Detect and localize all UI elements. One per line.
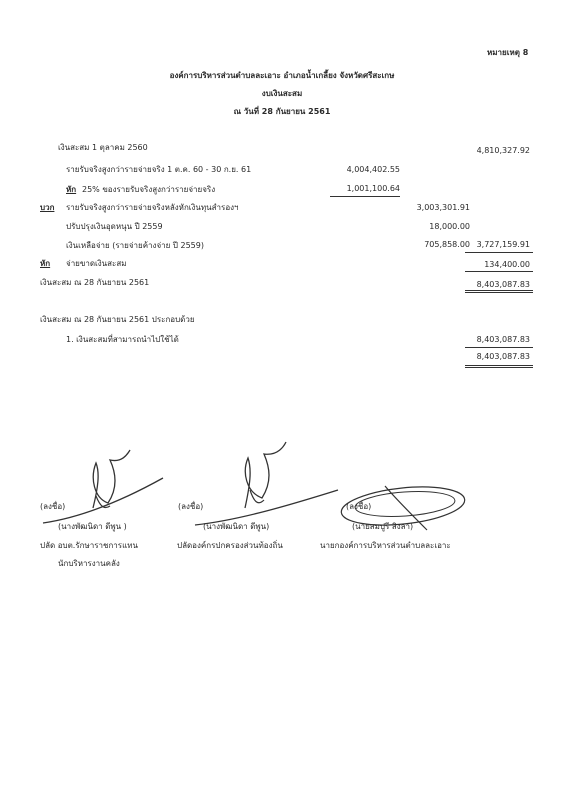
handwritten-signature-2 xyxy=(190,440,340,530)
value-reserve: 1,001,100.64 xyxy=(346,184,400,193)
row-label-surplus: รายรับจริงสูงกว่ารายจ่ายจริง 1 ต.ค. 60 - 30 ก.ย. 61 xyxy=(66,165,252,174)
row-label-subsidy: ปรับปรุงเงินอุดหนุน ปี 2559 xyxy=(66,222,163,231)
signer-name-2: (นางพัฒนิดา ดีพูน) xyxy=(203,522,270,531)
sign-label-1: (ลงชื่อ) xyxy=(40,502,66,511)
note-label: หมายเหตุ 8 xyxy=(487,48,529,57)
signer-name-3: (นายสมปูรี สิงลา) xyxy=(352,522,414,531)
signer-name-1: (นางพัฒนิดา ดีพูน ) xyxy=(58,522,127,531)
total-rule xyxy=(465,290,533,293)
value-leftover: 705,858.00 xyxy=(424,240,470,249)
row-label-leftover: เงินเหลือจ่าย (รายจ่ายค้างจ่าย ปี 2559) xyxy=(66,241,204,250)
value-net: 3,003,301.91 xyxy=(416,203,470,212)
statement-date: ณ วันที่ 28 กันยายน 2561 xyxy=(233,107,331,116)
row-tag-deduct-2: หัก xyxy=(40,259,51,268)
value-subsidy: 18,000.00 xyxy=(429,222,470,231)
row-tag-add: บวก xyxy=(40,203,55,212)
sign-label-2: (ลงชื่อ) xyxy=(178,502,204,511)
value-paid: 134,400.00 xyxy=(484,260,530,269)
signer-title-3: นายกองค์การบริหารส่วนตำบลละเอาะ xyxy=(320,541,451,550)
value-adjust-total: 3,727,159.91 xyxy=(476,240,530,249)
subtotal-rule-3 xyxy=(465,271,533,272)
composition-total-rule xyxy=(465,365,533,368)
value-surplus: 4,004,402.55 xyxy=(346,165,400,174)
sign-label-3: (ลงชื่อ) xyxy=(346,502,372,511)
subtotal-rule-1 xyxy=(330,196,400,197)
subtotal-rule-2 xyxy=(465,252,533,253)
row-label-paid: จ่ายขาดเงินสะสม xyxy=(66,259,127,268)
row-label-reserve: 25% ของรายรับจริงสูงกว่ารายจ่ายจริง xyxy=(82,185,216,194)
value-closing: 8,403,087.83 xyxy=(476,280,530,289)
signer-title-1b: นักบริหารงานคลัง xyxy=(58,559,120,568)
signer-title-2: ปลัดองค์กรปกครองส่วนท้องถิ่น xyxy=(177,541,283,550)
value-opening: 4,810,327.92 xyxy=(476,146,530,155)
composition-item: 1. เงินสะสมที่สามารถนำไปใช้ได้ xyxy=(66,335,179,344)
composition-item-value: 8,403,087.83 xyxy=(476,335,530,344)
composition-title: เงินสะสม ณ 28 กันยายน 2561 ประกอบด้วย xyxy=(40,315,195,324)
org-title: องค์การบริหารส่วนตำบลละเอาะ อำเภอน้ำเกลี้ยง จังหวัดศรีสะเกษ xyxy=(169,71,395,80)
row-label-opening: เงินสะสม 1 ตุลาคม 2560 xyxy=(58,143,148,152)
signer-title-1a: ปลัด อบต.รักษาราชการแทน xyxy=(40,541,138,550)
statement-title: งบเงินสะสม xyxy=(261,89,303,98)
row-tag-deduct: หัก xyxy=(66,185,77,194)
composition-rule xyxy=(465,347,533,348)
row-label-closing: เงินสะสม ณ 28 กันยายน 2561 xyxy=(40,278,150,287)
row-label-net: รายรับจริงสูงกว่ารายจ่ายจริงหลังหักเงินทุนสำรองฯ xyxy=(66,203,239,212)
composition-total: 8,403,087.83 xyxy=(476,352,530,361)
